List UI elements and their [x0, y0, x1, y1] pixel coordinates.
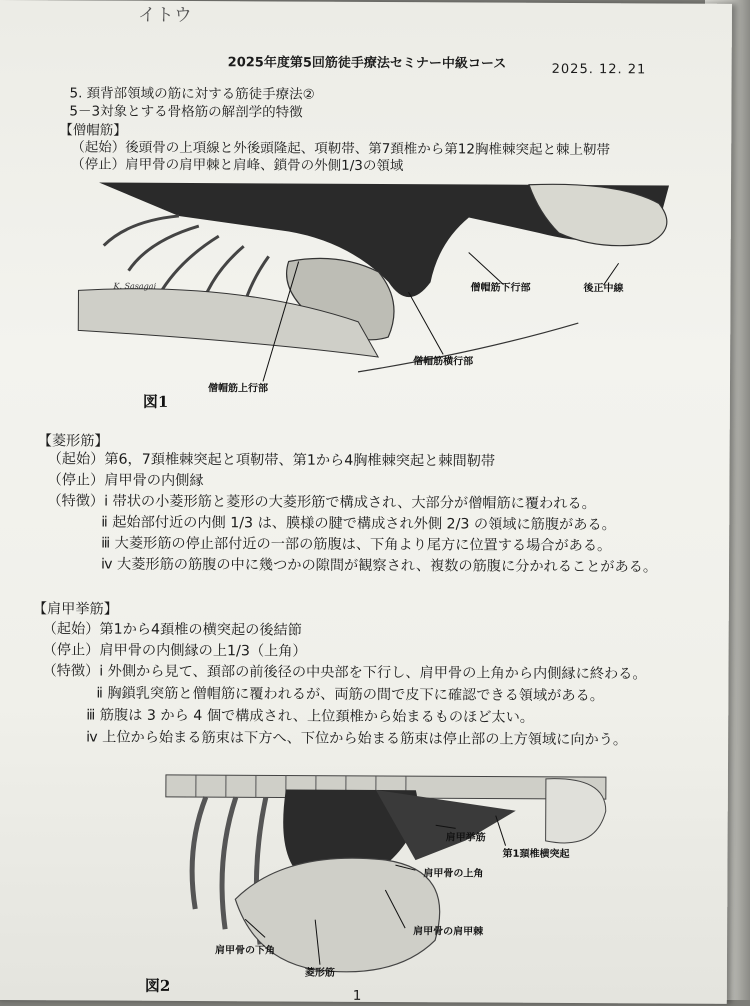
- rhomboid-origin: （起始）第6，7頚椎棘突起と項靭帯、第1から4胸椎棘突起と棘間靭帯: [48, 448, 496, 470]
- label-c1-transverse-process: 第1頚椎横突起: [503, 847, 570, 860]
- page-number: 1: [353, 988, 362, 1004]
- document-date: 2025. 12. 21: [552, 62, 647, 77]
- leader-line-midline: [604, 263, 619, 285]
- rhomboid-feature-3: ⅲ 大菱形筋の停止部付近の一部の筋腹は、下角より尾方に位置する場合がある。: [101, 533, 611, 556]
- rhomboid-feature-2: ⅱ 起始部付近の内側 1/3 は、膜様の腱で構成され外側 2/3 の領域に筋腹がある。: [101, 512, 616, 535]
- levator-insertion: （停止）肩甲骨の内側縁の上1/3（上角）: [43, 639, 307, 660]
- document-title: 2025年度第5回筋徒手療法セミナー中級コース: [228, 51, 507, 71]
- levator-feature-2: ⅱ 胸鎖乳突筋と僧帽筋に覆われるが、両筋の間で皮下に確認できる領域がある。: [96, 683, 604, 706]
- label-transverse-trapezius: 僧帽筋横行部: [413, 354, 473, 367]
- label-levator-scapulae: 肩甲挙筋: [446, 830, 486, 843]
- levator-title: 【肩甲挙筋】: [33, 598, 118, 618]
- label-rhomboid: 菱形筋: [305, 966, 335, 979]
- figure2-levator-illustration: [135, 769, 636, 1004]
- levator-origin: （起始）第1から4頚椎の横突起の後結節: [43, 618, 302, 639]
- section-subheading: 5－3対象とする骨格筋の解剖学的特徴: [69, 99, 302, 120]
- label-inferior-angle: 肩甲骨の下角: [215, 943, 275, 956]
- trapezius-title: 【僧帽筋】: [59, 118, 127, 138]
- figure1-caption: 図1: [143, 393, 169, 411]
- trapezius-origin: （起始）後頭骨の上項線と外後頭隆起、項靭帯、第7頚椎から第12胸椎棘突起と棘上靭帯: [71, 135, 610, 158]
- leader-line-lower: [469, 252, 504, 284]
- levator-feature-3: ⅲ 筋腹は 3 から 4 個で構成され、上位頚椎から始まるものほど太い。: [86, 704, 534, 726]
- trapezius-insertion: （停止）肩甲骨の肩甲棘と肩峰、鎖骨の外側1/3の領域: [71, 152, 403, 174]
- rhomboid-insertion: （停止）肩甲骨の内側縁: [47, 469, 203, 490]
- figure2-caption: 図2: [145, 977, 171, 995]
- levator-feature-4: ⅳ 上位から始まる筋束は下方へ、下位から始まる筋束は停止部の上方領域に向かう。: [86, 726, 627, 749]
- rhomboid-feature-1: （特徴）ⅰ 帯状の小菱形筋と菱形の大菱形筋で構成され、大部分が僧帽筋に覆われる。: [47, 490, 596, 513]
- label-posterior-midline: 後正中線: [582, 281, 623, 294]
- label-superior-angle: 肩甲骨の上角: [423, 866, 483, 879]
- handwritten-note: イトウ: [138, 1, 192, 27]
- levator-feature-1: （特徴）ⅰ 外側から見て、頚部の前後径の中央部を下行し、肩甲骨の上角から内側縁に終わる。: [42, 660, 646, 683]
- label-scapular-spine: 肩甲骨の肩甲棘: [413, 924, 484, 937]
- leader-line-transverse: [408, 292, 443, 354]
- figure1-trapezius-illustration: [58, 170, 719, 423]
- label-lower-trapezius: 僧帽筋下行部: [470, 280, 530, 293]
- label-upper-trapezius: 僧帽筋上行部: [208, 381, 268, 394]
- section-heading: 5. 頚背部領域の筋に対する筋徒手療法②: [69, 81, 314, 102]
- figure1-signature: K. Sasagai: [112, 282, 156, 291]
- rhomboid-feature-4: ⅳ 大菱形筋の筋腹の中に幾つかの隙間が観察され、複数の筋腹に分かれることがある。: [101, 554, 657, 577]
- rhomboid-title: 【菱形筋】: [38, 430, 109, 450]
- leader-line-c1: [496, 816, 506, 846]
